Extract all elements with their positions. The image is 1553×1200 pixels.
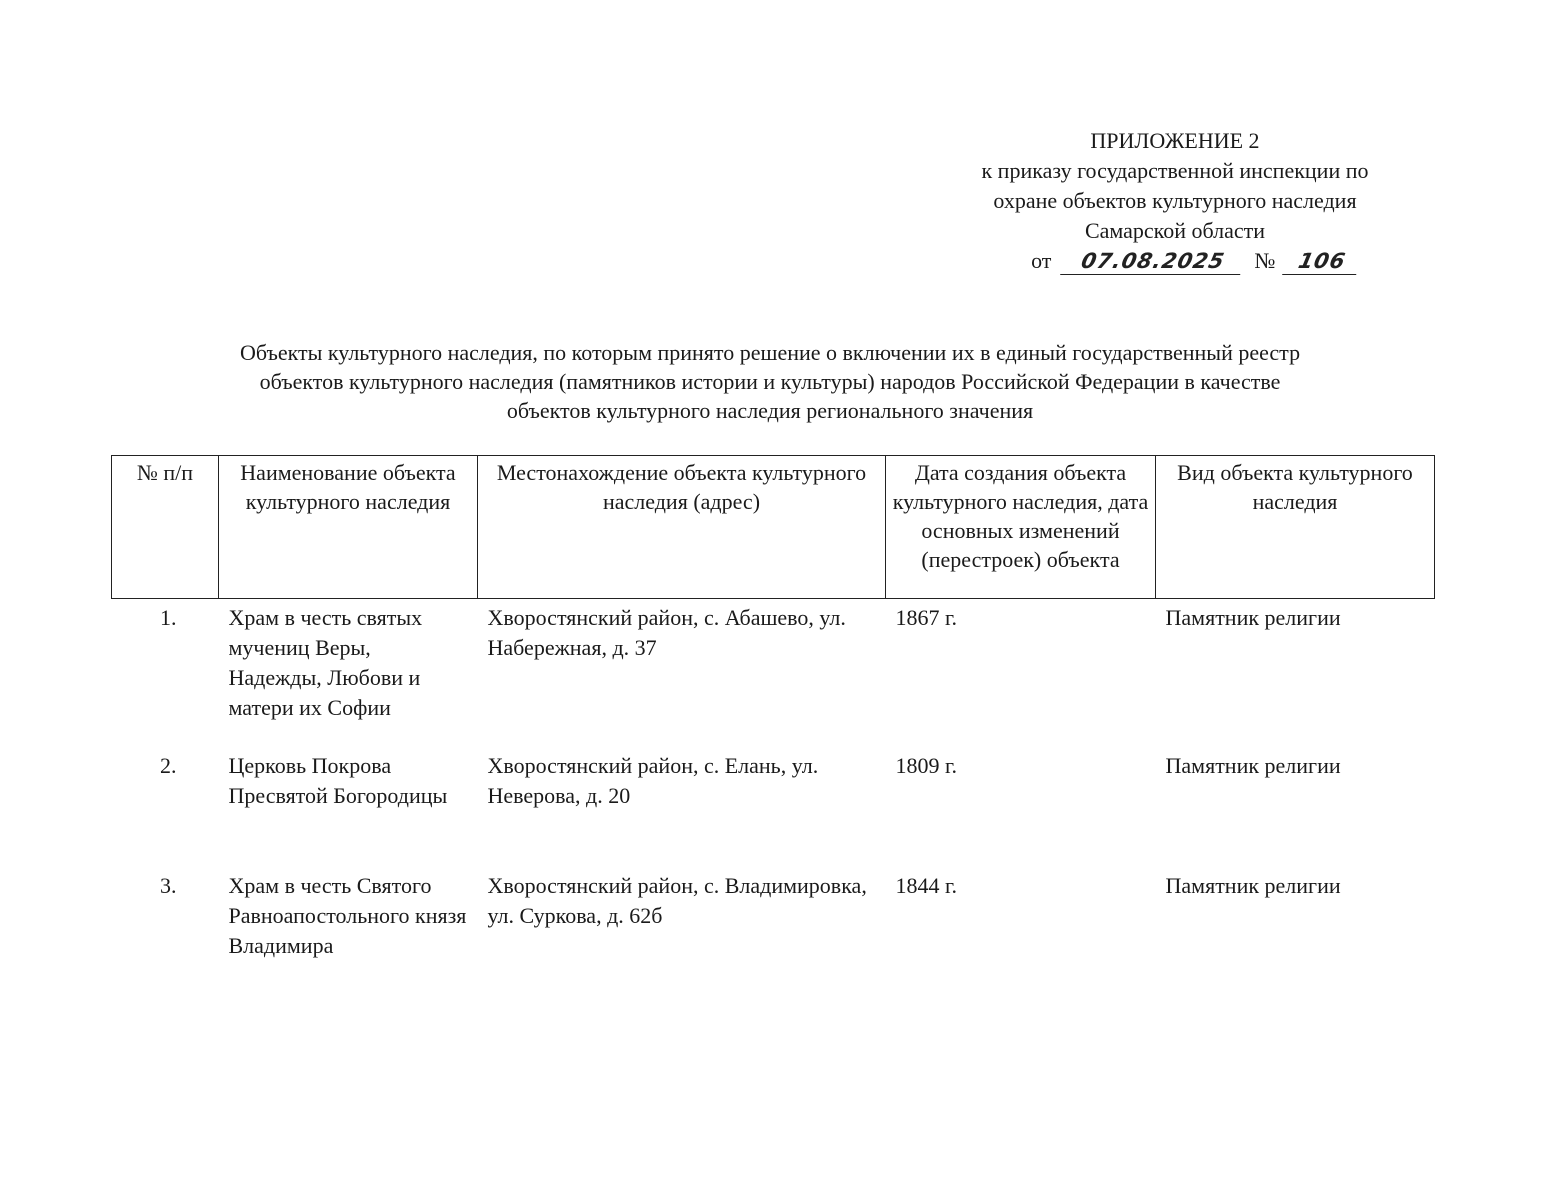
- row-number: 1.: [160, 605, 177, 630]
- row-object-kind: Памятник религии: [1165, 873, 1341, 898]
- row-object-name: Церковь Покрова Пресвятой Богородицы: [228, 753, 448, 808]
- row-object-kind: Памятник религии: [1165, 753, 1341, 778]
- heading-line-2: объектов культурного наследия (памятников истории и культуры) народов Российской Федерации в качестве: [259, 369, 1281, 394]
- number-prefix: №: [1254, 248, 1276, 273]
- table-row: [112, 867, 1435, 991]
- heading-line-1: Объекты культурного наследия, по которым принято решение о включении их в единый государственный реестр: [239, 340, 1301, 365]
- row-location: Хворостянский район, с. Абашево, ул. Набережная, д. 37: [487, 605, 846, 660]
- annex-line-2: охране объектов культурного наследия: [993, 188, 1357, 213]
- row-object-name: Храм в честь Святого Равноапостольного князя Владимира: [228, 873, 467, 958]
- date-prefix: от: [1031, 248, 1052, 273]
- annex-line-1: к приказу государственной инспекции по: [981, 158, 1369, 183]
- table-header-row: [112, 456, 1435, 599]
- table-row: [112, 747, 1435, 867]
- header-object-kind: Вид объекта культурного наследия: [1156, 456, 1435, 599]
- heading-line-3: объектов культурного наследия регионального значения: [506, 398, 1034, 423]
- handwritten-date: 07.08.2025: [1060, 248, 1246, 275]
- annex-line-3: Самарской области: [1084, 218, 1266, 243]
- document-heading: [120, 338, 1420, 425]
- order-date-number-line: [940, 246, 1450, 276]
- header-object-name: Наименование объекта культурного наследия: [219, 456, 478, 599]
- row-object-name: Храм в честь святых мучениц Веры, Надежды, Любови и матери их Софии: [228, 605, 423, 720]
- row-creation-date: 1867 г.: [895, 605, 958, 630]
- row-creation-date: 1844 г.: [895, 873, 958, 898]
- row-object-kind: Памятник религии: [1165, 605, 1341, 630]
- table-row: [112, 599, 1435, 748]
- header-number: № п/п: [112, 456, 219, 599]
- header-location: Местонахождение объекта культурного наследия (адрес): [478, 456, 886, 599]
- heritage-objects-table: [111, 455, 1435, 991]
- row-number: 3.: [160, 873, 177, 898]
- handwritten-number: 106: [1282, 248, 1362, 275]
- annex-block: [900, 126, 1450, 276]
- row-number: 2.: [160, 753, 177, 778]
- row-location: Хворостянский район, с. Елань, ул. Неверова, д. 20: [487, 753, 819, 808]
- row-creation-date: 1809 г.: [895, 753, 958, 778]
- annex-title: ПРИЛОЖЕНИЕ 2: [1090, 128, 1260, 153]
- row-location: Хворостянский район, с. Владимировка, ул. Суркова, д. 62б: [487, 873, 867, 928]
- header-creation-date: Дата создания объекта культурного наследия, дата основных изменений (перестроек) объекта: [886, 456, 1156, 599]
